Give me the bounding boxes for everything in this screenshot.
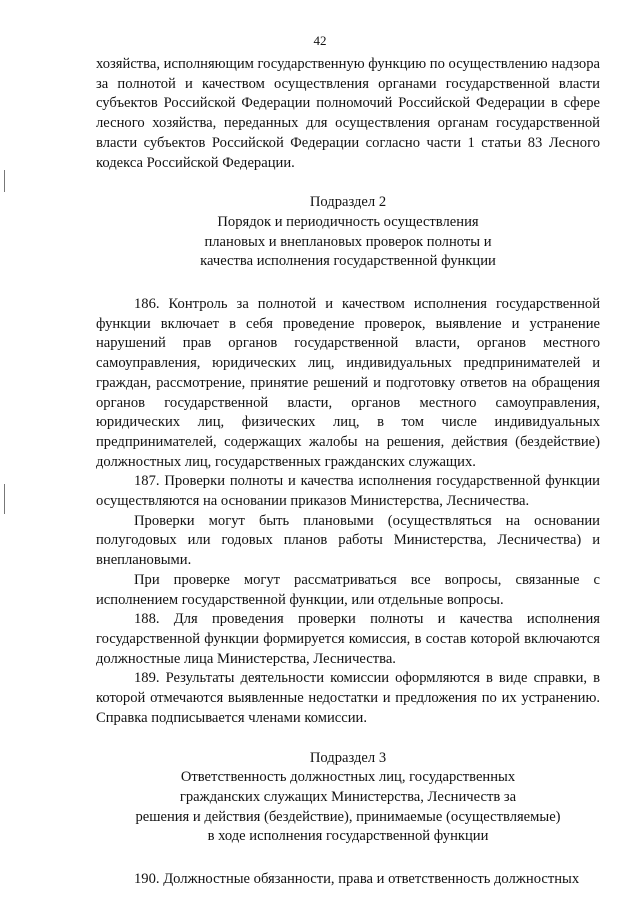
subsection-2-line: Порядок и периодичность осуществления (217, 213, 479, 230)
subsection-3-line: в ходе исполнения государственной функции (207, 828, 489, 845)
subsection-3-heading (96, 749, 600, 848)
paragraph-inspection-questions: При проверке могут рассматриваться все вопросы, связанные с исполнением государственной функции, или отдельные вопросы. (96, 571, 600, 608)
paragraph-189: 189. Результаты деятельности комиссии оформляются в виде справки, в которой отмечаются выявленные недостатки и предложения по их устранению. Справка подписывается членами комиссии. (96, 670, 600, 726)
paragraph-186: 186. Контроль за полнотой и качеством исполнения государственной функции включает в себя проведение проверок, выявление и устранение нарушений прав органов государственной власти, органов местного самоуправления, юридических лиц, индивидуальных предпринимателей и граждан, рассмотрение, принятие решений и подготовку ответов на обращения органов государственной власти, органов местного самоуправления, юридических лиц, физических лиц, в том числе индивидуальных предпринимателей, содержащих жалобы на решения, действия (бездействие) должностных лиц, государственных гражданских служащих. (96, 296, 600, 470)
subsection-3-line: Ответственность должностных лиц, государственных (180, 769, 516, 786)
paragraph-188: 188. Для проведения проверки полноты и качества исполнения государственной функции формируется комиссия, в состав которой включаются должностные лица Министерства, Лесничества. (96, 611, 600, 667)
paragraph-187: 187. Проверки полноты и качества исполнения государственной функции осуществляются на основании приказов Министерства, Лесничества. (96, 473, 600, 510)
paragraph-inspection-types: Проверки могут быть плановыми (осуществляться на основании полугодовых или годовых планов работы Министерства, Лесничества) и внеплановыми. (96, 512, 600, 569)
subsection-2-title: Подраздел 2 (309, 194, 387, 211)
subsection-3-line: гражданских служащих Министерства, Лесничеств за (179, 788, 517, 805)
paragraph-continuation: хозяйства, исполняющим государственную функцию по осуществлению надзора за полнотой и качеством осуществления органами государственной власти субъектов Российской Федерации полномочий Российской Федерации в сфере лесного хозяйства, переданных для осуществления органам государственной власти субъектов Российской Федерации согласно части 1 статьи 83 Лесного кодекса Российской Федерации. (96, 56, 600, 171)
subsection-3-title: Подраздел 3 (309, 749, 387, 766)
scan-edge-mark (4, 484, 5, 514)
subsection-2-line: плановых и внеплановых проверок полноты и (204, 233, 492, 250)
subsection-2-line: качества исполнения государственной функции (200, 253, 496, 270)
paragraph-190: 190. Должностные обязанности, права и ответственность должностных (134, 871, 580, 888)
scan-edge-mark (4, 170, 5, 192)
page-number: 42 (313, 33, 327, 48)
subsection-2-heading (96, 193, 600, 272)
subsection-3-line: решения и действия (бездействие), принимаемые (осуществляемые) (135, 808, 561, 825)
document-body (96, 55, 600, 890)
